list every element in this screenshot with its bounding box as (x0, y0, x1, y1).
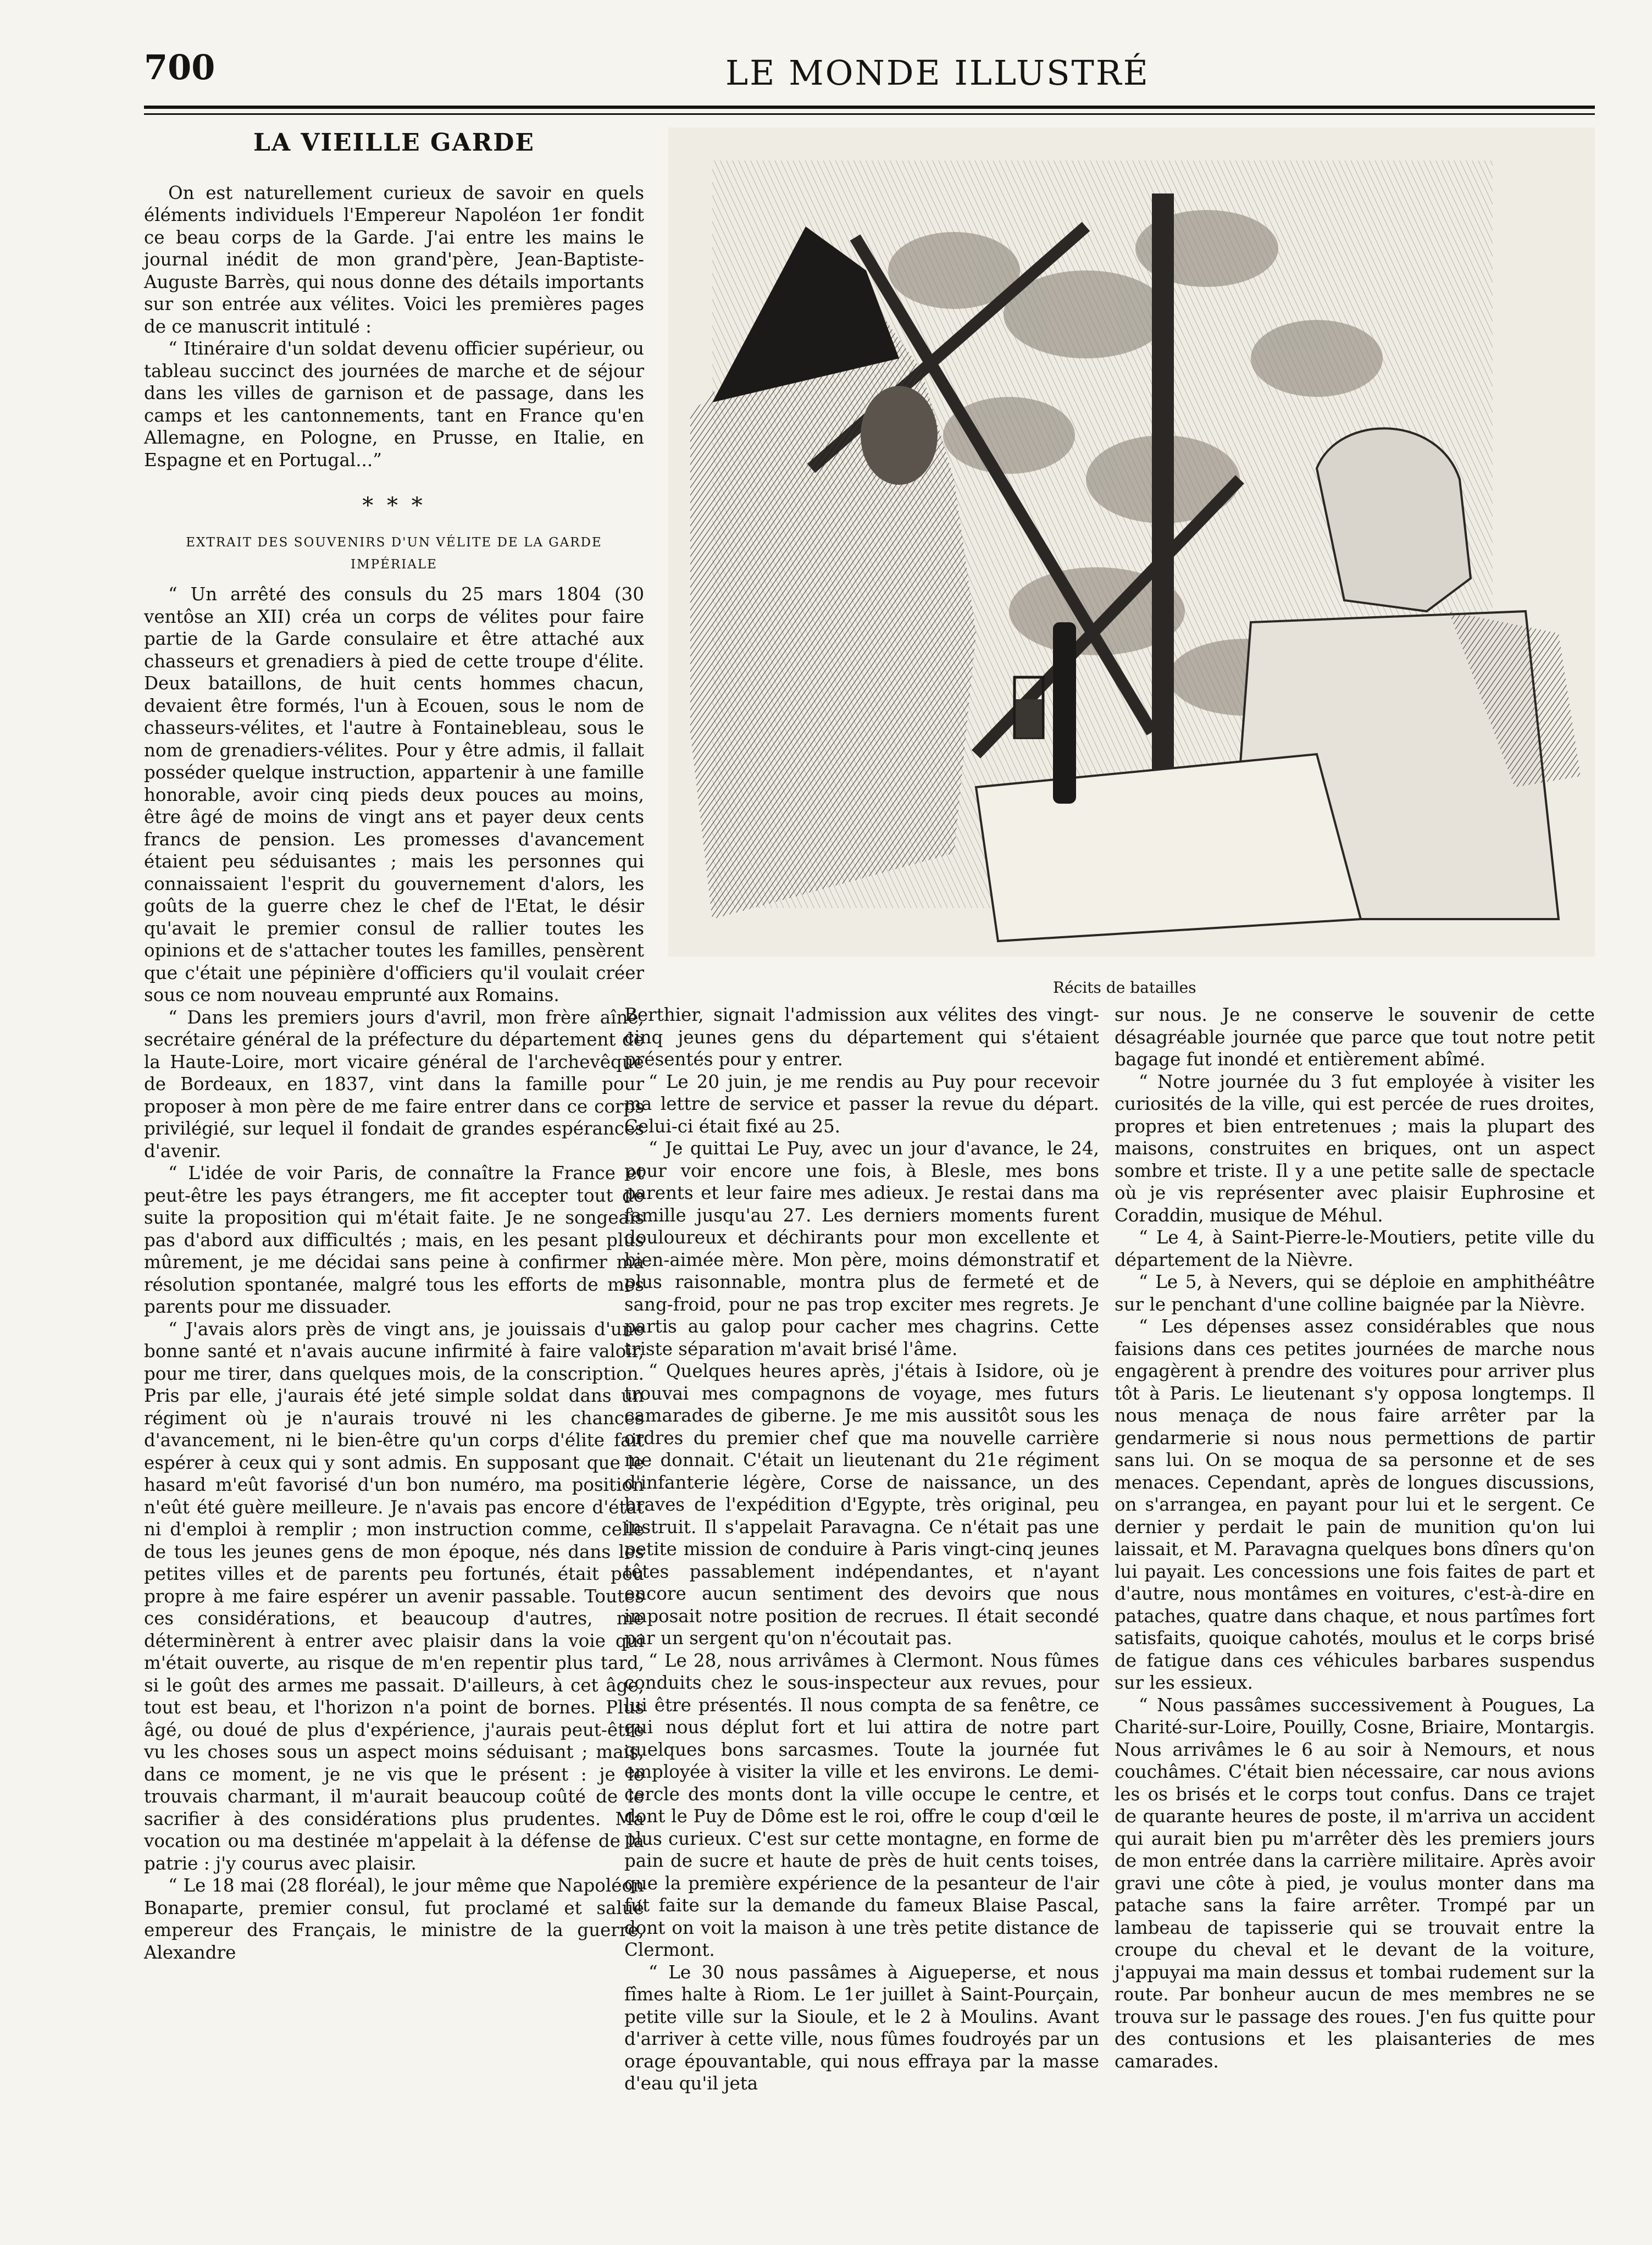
paragraph: Berthier, signait l'admission aux vélites des vingt-cinq jeunes gens du département qui s'étaient présentés pour y entrer. (624, 1004, 1099, 1070)
paragraph: sur nous. Je ne conserve le souvenir de cette désagréable journée que parce que tout notre petit bagage fut inondé et entièrement abîmé. (1115, 1004, 1595, 1070)
column-2 (624, 1004, 1099, 2095)
paragraph: “ Le 30 nous passâmes à Aigueperse, et nous fîmes halte à Riom. Le 1er juillet à Saint-Pourçain, petite ville sur la Sioule, et le 2 à Moulins. Avant d'arriver à cette ville, nous fûmes foudroyés par un orage épouvantable, qui nous effraya par la masse d'eau qu'il jeta (624, 1961, 1099, 2094)
section-heading: EXTRAIT DES SOUVENIRS D'UN VÉLITE DE LA GARDE IMPÉRIALE (186, 535, 602, 572)
paragraph: “ Itinéraire d'un soldat devenu officier supérieur, ou tableau succinct des journées de marche et de séjour dans les villes de garnison et de passage, dans les camps et les cantonnements, tant en France qu'en Allemagne, en Pologne, en Prusse, en Italie, en Espagne et en Portugal...” (144, 338, 644, 471)
paragraph: “ Le 28, nous arrivâmes à Clermont. Nous fûmes conduits chez le sous-inspecteur aux revues, pour lui être présentés. Il nous compta de sa fenêtre, ce qui nous déplut fort et lui attira de notre part quelques bons sarcasmes. Toute la journée fut employée à visiter la ville et les environs. Le demi-cercle des monts dont la ville occupe le centre, et dont le Puy de Dôme est le roi, offre le coup d'œil le plus curieux. C'est sur cette montagne, en forme de pain de sucre et haute de près de huit cents toises, que la première expérience de la pesanteur de l'air fut faite sur la demande du fameux Blaise Pascal, dont on voit la maison à une très petite distance de Clermont. (624, 1650, 1099, 1960)
page-number: 700 (144, 47, 215, 87)
masthead: LE MONDE ILLUSTRÉ (725, 53, 1150, 93)
paragraph: “ L'idée de voir Paris, de connaître la France et peut-être les pays étrangers, me fit accepter tout de suite la proposition qui m'était faite. Je ne songeais pas d'abord aux difficultés ; mais, en les pesant plus mûrement, je me décidai sans peine à confirmer ma résolution spontanée, malgré tous les efforts de mes parents pour me dissuader. (144, 1163, 644, 1317)
paragraph: “ J'avais alors près de vingt ans, je jouissais d'une bonne santé et n'avais aucune infirmité à faire valoir, pour me tirer, dans quelques mois, de la conscription. Pris par elle, j'aurais été jeté simple soldat dans un régiment où je n'aurais trouvé ni les chances d'avancement, ni le bien-être qu'un corps d'élite fait espérer à ceux qui y sont admis. En supposant que le hasard m'eût favorisé d'un bon numéro, ma position n'eût été guère meilleure. Je n'avais pas encore d'état ni d'emploi à remplir ; mon instruction comme, celle de tous les jeunes gens de mon époque, nés dans les petites villes et de parents peu fortunés, était peu propre à me faire espérer un avenir passable. Toutes ces considérations, et beaucoup d'autres, me déterminèrent à entrer avec plaisir dans la voie qui m'était ouverte, au risque de m'en repentir plus tard, si le goût des armes me passait. D'ailleurs, à cet âge, tout est beau, et l'horizon n'a point de bornes. Plus âgé, ou doué de plus d'expérience, j'aurais peut-être vu les choses sous un aspect moins séduisant ; mais, dans ce moment, je ne vis que le présent : je le trouvais charmant, il m'aurait beaucoup coûté de le sacrifier à des considérations plus prudentes. Ma vocation ou ma destinée m'appelait à la défense de la patrie : j'y courus avec plaisir. (144, 1318, 644, 1874)
paragraph: “ Le 18 mai (28 floréal), le jour même que Napoléon Bonaparte, premier consul, fut proclamé et salué empereur des Français, le ministre de la guerre, Alexandre (144, 1875, 644, 1963)
column-3 (1115, 1004, 1595, 2072)
paragraph: “ Le 20 juin, je me rendis au Puy pour recevoir ma lettre de service et passer la revue du départ. Celui-ci était fixé au 25. (624, 1071, 1099, 1137)
paragraph: “ Les dépenses assez considérables que nous faisions dans ces petites journées de marche nous engagèrent à prendre des voitures pour arriver plus tôt à Paris. Le lieutenant s'y opposa longtemps. Il nous menaça de nous faire arrêter par la gendarmerie si nous nous permettions de partir sans lui. On se moqua de sa personne et de ses menaces. Cependant, après de longues discussions, on s'arrangea, en payant pour lui et le sergent. Ce dernier y perdait le pain de munition qu'on lui laissait, et M. Paravagna quelques bons dîners qu'on lui payait. Les concessions une fois faites de part et d'autre, nous montâmes en voitures, c'est-à-dire en pataches, quatre dans chaque, et nous partîmes fort satisfaits, quoique cahotés, moulus et le corps brisé de fatigue dans ces véhicules barbares suspendus sur les essieux. (1115, 1316, 1595, 1693)
paragraph: On est naturellement curieux de savoir en quels éléments individuels l'Empereur Napoléon 1er fondit ce beau corps de la Garde. J'ai entre les mains le journal inédit de mon grand'père, Jean-Baptiste-Auguste Barrès, qui nous donne des détails importants sur son entrée aux vélites. Voici les premières pages de ce manuscrit intitulé : (144, 182, 644, 337)
engraving-illustration (668, 128, 1595, 956)
section-dinkus: * * * (362, 493, 426, 518)
paragraph: “ Nous passâmes successivement à Pougues, La Charité-sur-Loire, Pouilly, Cosne, Briaire, Montargis. Nous arrivâmes le 6 au soir à Nemours, et nous couchâmes. C'était bien nécessaire, car nous avions les os brisés et le corps tout confus. Dans ce trajet de quarante heures de poste, il m'arriva un accident qui aurait bien pu m'arrêter dès les premiers jours de mon entrée dans la carrière militaire. Après avoir gravi une côte à pied, je voulus monter dans ma patache sans la faire arrêter. Trompé par un lambeau de tapisserie qui se trouvait entre la croupe du cheval et le devant de la voiture, j'appuyai ma main dessus et tombai rudement sur la route. Par bonheur aucun de mes membres ne se trouva sur le passage des roues. J'en fus quitte pour des contusions et les plaisanteries de mes camarades. (1115, 1694, 1595, 2072)
paragraph: “ Un arrêté des consuls du 25 mars 1804 (30 ventôse an XII) créa un corps de vélites pour faire partie de la Garde consulaire et être attaché aux chasseurs et grenadiers à pied de cette troupe d'élite. Deux bataillons, de huit cents hommes chacun, devaient être formés, l'un à Ecouen, sous le nom de chasseurs-vélites, et l'autre à Fontainebleau, sous le nom de grenadiers-vélites. Pour y être admis, il fallait posséder quelque instruction, appartenir à une famille honorable, avoir cinq pieds deux pouces au moins, être âgé de moins de vingt ans et payer deux cents francs de pension. Les promesses d'avancement étaient peu séduisantes ; mais les personnes qui connaissaient l'esprit du gouvernement d'alors, les goûts de la guerre chez le chef de l'Etat, le désir qu'avait le premier consul de rallier toutes les opinions et de s'attacher toutes les familles, pensèrent que c'était une pépinière d'officiers qu'il voulait créer sous ce nom nouveau emprunté aux Romains. (144, 584, 644, 1005)
column-1 (144, 128, 644, 1964)
article-title: LA VIEILLE GARDE (253, 129, 535, 157)
header-rule-thick (144, 106, 1595, 109)
paragraph: “ Le 5, à Nevers, qui se déploie en amphithéâtre sur le penchant d'une colline baignée par la Nièvre. (1115, 1271, 1595, 1315)
header-rule-thin (144, 113, 1595, 115)
illustration-caption: Récits de batailles (1053, 978, 1196, 997)
paragraph: “ Dans les premiers jours d'avril, mon frère aîné, secrétaire général de la préfecture du département de la Haute-Loire, mort vicaire général de l'archevêque de Bordeaux, en 1837, vint dans la famille pour proposer à mon père de me faire entrer dans ce corps privilégié, sur lequel il fondait de grandes espérances d'avenir. (144, 1007, 644, 1162)
paragraph: “ Je quittai Le Puy, avec un jour d'avance, le 24, pour voir encore une fois, à Blesle, mes bons parents et leur faire mes adieux. Je restai dans ma famille jusqu'au 27. Les derniers moments furent douloureux et déchirants pour mon excellente et bien-aimée mère. Mon père, moins démonstratif et plus raisonnable, montra plus de fermeté et de sang-froid, pour ne pas trop exciter mes regrets. Je partis au galop pour cacher mes chagrins. Cette triste séparation m'avait brisé l'âme. (624, 1138, 1099, 1359)
paragraph: “ Le 4, à Saint-Pierre-le-Moutiers, petite ville du département de la Nièvre. (1115, 1227, 1595, 1270)
paragraph: “ Notre journée du 3 fut employée à visiter les curiosités de la ville, qui est percée de rues droites, propres et bien entretenues ; mais la plupart des maisons, construites en briques, ont un aspect sombre et triste. Il y a une petite salle de spectacle où je vis représenter avec plaisir Euphrosine et Coraddin, musique de Méhul. (1115, 1071, 1595, 1226)
paragraph: “ Quelques heures après, j'étais à Isidore, où je trouvai mes compagnons de voyage, mes futurs camarades de giberne. Je me mis aussitôt sous les ordres du premier chef que ma nouvelle carrière me donnait. C'était un lieutenant du 21e régiment d'infanterie légère, Corse de naissance, un des braves de l'expédition d'Egypte, très original, peu instruit. Il s'appelait Paravagna. Ce n'était pas une petite mission de conduire à Paris vingt-cinq jeunes têtes passablement indépendantes, et n'ayant encore aucun sentiment des devoirs que nous imposait notre position de recrues. Il était secondé par un sergent qu'on n'écoutait pas. (624, 1361, 1099, 1649)
